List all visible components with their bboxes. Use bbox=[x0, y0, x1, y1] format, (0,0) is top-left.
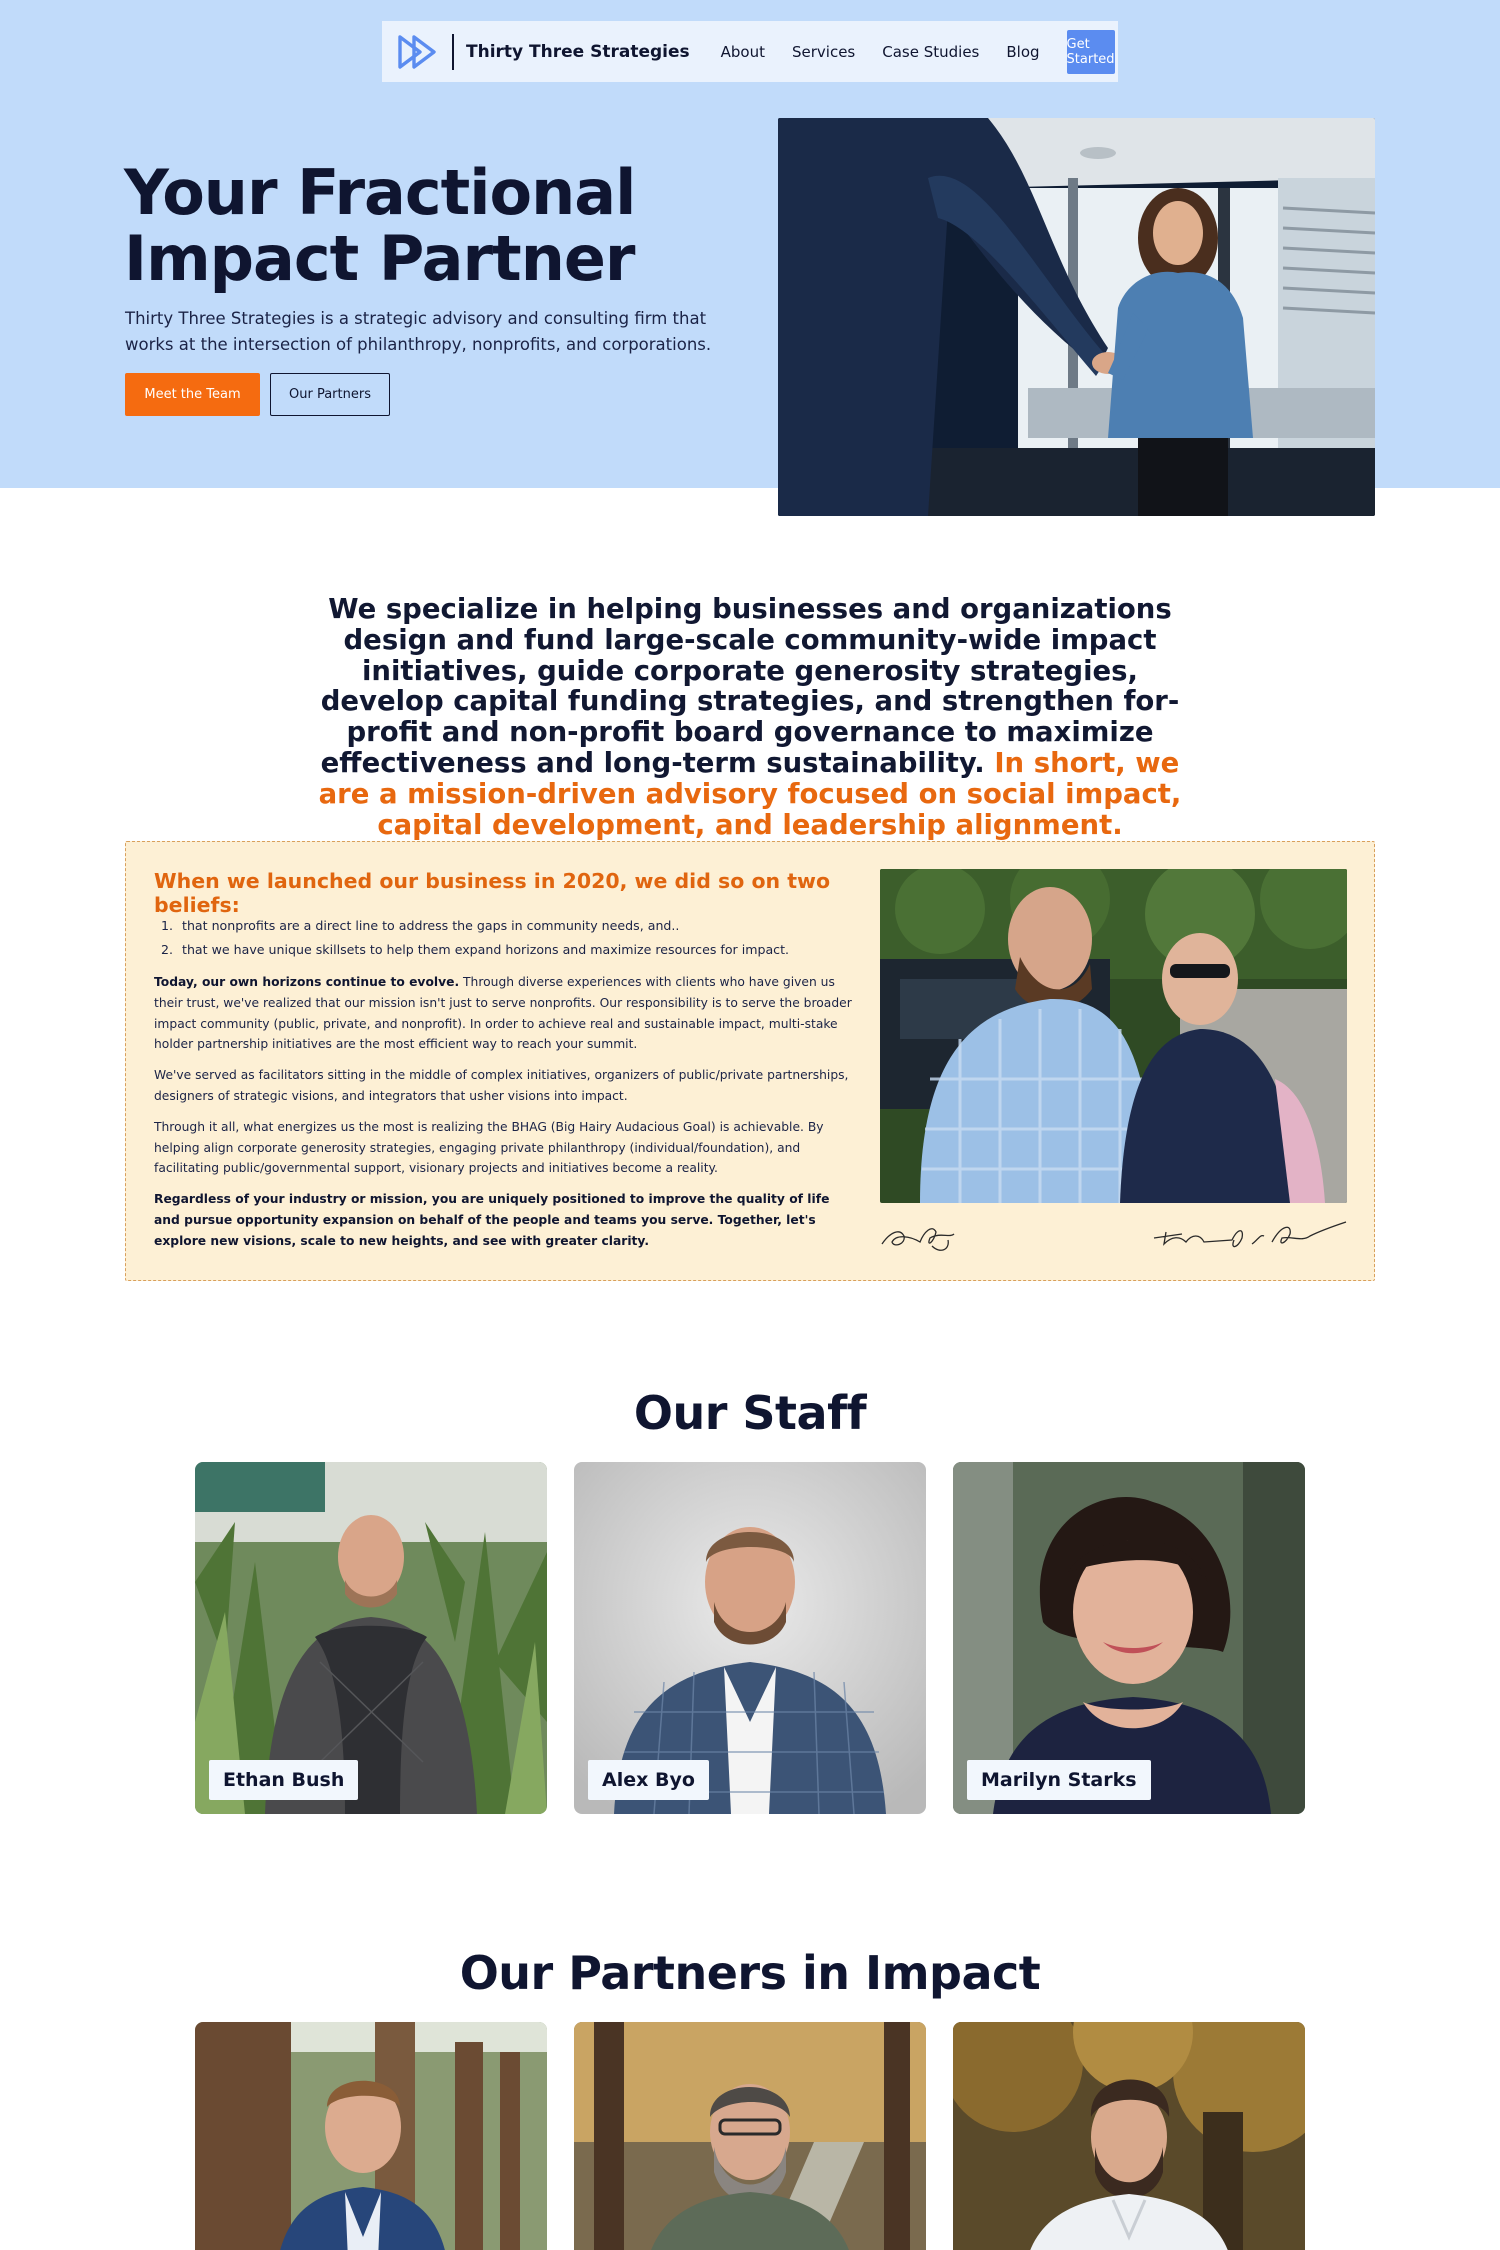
partner-photo bbox=[574, 2022, 926, 2250]
hero-handshake-photo bbox=[778, 118, 1375, 516]
founder-signature-2 bbox=[1152, 1214, 1347, 1254]
intro-statement bbox=[300, 594, 1200, 840]
partners-section-title: Our Partners in Impact bbox=[459, 1946, 1041, 2000]
partner-card[interactable] bbox=[574, 2022, 926, 2250]
beliefs-paragraph: We've served as facilitators sitting in the middle of complex initiatives, organizers of public/private partnerships, designers of strategic visions, and integrators that usher visions into impact. bbox=[154, 1068, 849, 1103]
play-triangles-logo-icon bbox=[396, 32, 446, 72]
list-item-text: that we have unique skillsets to help them expand horizons and maximize resources for impact. bbox=[182, 942, 790, 957]
beliefs-list bbox=[154, 914, 844, 962]
staff-card-ethan-bush[interactable] bbox=[195, 1462, 547, 1814]
list-item-text: that nonprofits are a direct line to address the gaps in community needs, and.. bbox=[182, 918, 680, 933]
staff-card-marilyn-starks[interactable] bbox=[953, 1462, 1305, 1814]
staff-name: Marilyn Starks bbox=[967, 1760, 1151, 1800]
partner-card[interactable] bbox=[195, 2022, 547, 2250]
founder-signature-1 bbox=[880, 1214, 970, 1254]
nav-link-services[interactable]: Services bbox=[791, 42, 856, 61]
staff-section-title: Our Staff bbox=[633, 1386, 867, 1440]
list-item bbox=[154, 914, 844, 938]
beliefs-paragraph bbox=[154, 972, 854, 1055]
nav-link-case-studies[interactable]: Case Studies bbox=[882, 42, 980, 61]
our-partners-button[interactable]: Our Partners bbox=[270, 373, 390, 416]
beliefs-heading: When we launched our business in 2020, we did so on two beliefs: bbox=[154, 869, 831, 917]
partner-card[interactable] bbox=[953, 2022, 1305, 2250]
hero-title: Your Fractional Impact Partner bbox=[124, 156, 636, 295]
intro-accent: In short, we are a mission-driven advisory focused on social impact, capital development, and leadership alignment. bbox=[318, 746, 1182, 841]
beliefs-lead: Today, our own horizons continue to evolve. bbox=[154, 975, 460, 989]
nav-link-about[interactable]: About bbox=[720, 42, 765, 61]
beliefs-closing-text: Regardless of your industry or mission, you are uniquely positioned to improve the quality of life and pursue opportunity expansion on behalf of the people and teams you serve. Together, let's explore new visions, scale to new heights, and see with greater clarity. bbox=[154, 1192, 830, 1248]
intro-text: We specialize in helping businesses and organizations design and fund large-scale community-wide impact initiatives, guide corporate generosity strategies, develop capital funding strategies, and strengthen for-profit and non-profit board governance to maximize effectiveness and long-term sustainability. bbox=[320, 593, 1180, 779]
partner-photo bbox=[953, 2022, 1305, 2250]
get-started-button[interactable]: Get Started bbox=[1067, 30, 1115, 74]
beliefs-card bbox=[125, 841, 1375, 1281]
hero-subtitle: Thirty Three Strategies is a strategic advisory and consulting firm that works at the intersection of philanthropy, nonprofits, and corporations. bbox=[125, 309, 712, 354]
logo-divider bbox=[452, 34, 454, 70]
navbar bbox=[382, 21, 1118, 82]
staff-name: Alex Byo bbox=[588, 1760, 709, 1800]
beliefs-paragraph-text: Through diverse experiences with clients who have given us their trust, we've realized that our mission isn't just to serve nonprofits. Our responsibility is to serve the broader impact community (public, private, and nonprofit). In order to achieve real and sustainable impact, multi-stake holder partnership initiatives are the most efficient way to reach your summit. bbox=[154, 975, 852, 1052]
staff-name: Ethan Bush bbox=[209, 1760, 358, 1800]
meet-the-team-button[interactable]: Meet the Team bbox=[125, 373, 260, 416]
nav-link-blog[interactable]: Blog bbox=[1006, 42, 1040, 61]
beliefs-closing bbox=[154, 1189, 854, 1251]
list-item-number: 2. bbox=[161, 942, 174, 957]
staff-card-alex-byo[interactable] bbox=[574, 1462, 926, 1814]
beliefs-body bbox=[154, 972, 854, 1262]
brand-name: Thirty Three Strategies bbox=[466, 41, 690, 62]
list-item bbox=[154, 938, 844, 962]
partner-photo bbox=[195, 2022, 547, 2250]
beliefs-paragraph: Through it all, what energizes us the most is realizing the BHAG (Big Hairy Audacious Goal) is achievable. By helping align corporate generosity strategies, engaging private philanthropy (individual/foundation), and facilitating public/governmental support, visionary projects and initiatives become a reality. bbox=[154, 1119, 824, 1176]
founders-photo bbox=[880, 869, 1347, 1203]
list-item-number: 1. bbox=[161, 918, 174, 933]
brand-logo[interactable] bbox=[396, 32, 690, 72]
